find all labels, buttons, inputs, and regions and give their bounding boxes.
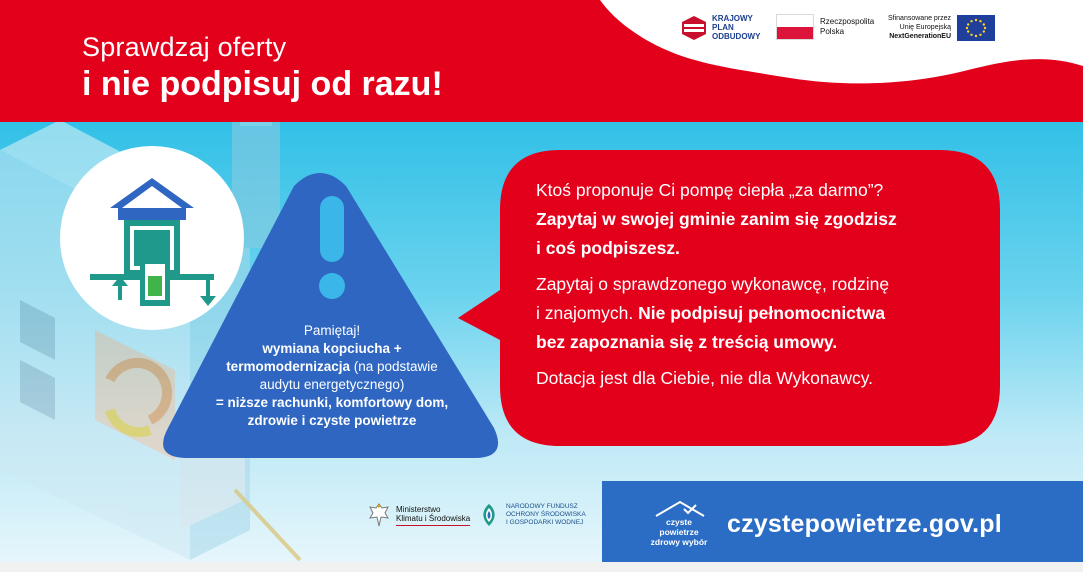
house-heat-pump-icon: [60, 146, 244, 330]
program-logo-line1: czyste powietrze: [659, 517, 699, 537]
warning-line2: wymiana kopciucha +: [262, 341, 402, 356]
heat-pump-badge: [60, 146, 244, 330]
ministry-logo: [368, 502, 470, 528]
nfos-line2: OCHRONY ŚRODOWISKA: [506, 511, 586, 518]
headline-line2: i nie podpisuj od razu!: [82, 65, 443, 103]
warning-line6: zdrowie i czyste powietrze: [247, 413, 417, 428]
headline: [82, 32, 443, 104]
program-logo-text: [646, 517, 712, 547]
eu-logo: [888, 14, 995, 41]
kpo-line1: KRAJOWY: [712, 14, 753, 23]
bubble-p1-bold-a: Zapytaj w swojej gminie zanim się zgodzisz: [536, 209, 897, 229]
program-house-icon: [654, 498, 706, 518]
polish-flag-icon: [776, 14, 814, 40]
warning-line4: audytu energetycznego): [259, 377, 405, 392]
kpo-line3: ODBUDOWY: [712, 32, 761, 41]
kpo-mark-icon: [682, 16, 706, 40]
rp-line1: Rzeczpospolita: [820, 17, 875, 26]
ministry-line1: Ministerstwo: [396, 504, 441, 514]
eu-line2: Unię Europejską: [899, 24, 952, 31]
eu-flag-icon: [957, 15, 995, 41]
bubble-text: [536, 176, 966, 393]
kpo-line2: PLAN: [712, 23, 734, 32]
bubble-p3: Dotacja jest dla Ciebie, nie dla Wykonawcy.: [536, 368, 874, 388]
bubble-p1-bold-b: i coś podpiszesz.: [536, 238, 680, 258]
rp-line2: Polska: [820, 27, 845, 36]
nfos-line1: NARODOWY FUNDUSZ: [506, 503, 578, 510]
warning-line1: Pamiętaj!: [303, 323, 361, 338]
eagle-emblem-icon: [368, 502, 390, 528]
eu-line1: Sfinansowane przez: [888, 15, 952, 22]
bottom-strip: [0, 562, 1083, 572]
nfosigw-logo: [478, 502, 586, 528]
nfos-line3: I GOSPODARKI WODNEJ: [506, 519, 584, 526]
eu-line3: NextGenerationEU: [889, 33, 952, 40]
bubble-p1: Ktoś proponuje Ci pompę ciepła „za darmo”?: [536, 180, 884, 200]
warning-line3: termomodernizacja (na podstawie: [226, 359, 438, 374]
warning-text: [196, 322, 468, 430]
rp-logo: [776, 14, 874, 40]
kpo-logo: [682, 14, 760, 41]
program-logo-line2: zdrowy wybór: [650, 537, 708, 547]
warning-line5: = niższe rachunki, komfortowy dom,: [215, 395, 449, 410]
ministry-line2: Klimatu i Środowiska: [396, 513, 471, 523]
nfosigw-mark-icon: [478, 502, 500, 528]
bubble-p2-b: i znajomych. Nie podpisuj pełnomocnictwa: [536, 303, 886, 323]
bubble-p2-c: bez zapoznania się z treścią umowy.: [536, 332, 838, 352]
headline-line1: Sprawdzaj oferty: [82, 32, 287, 62]
bubble-p2-a: Zapytaj o sprawdzonego wykonawcę, rodzinę: [536, 274, 890, 294]
website-link[interactable]: czystepowietrze.gov.pl: [727, 510, 1002, 538]
